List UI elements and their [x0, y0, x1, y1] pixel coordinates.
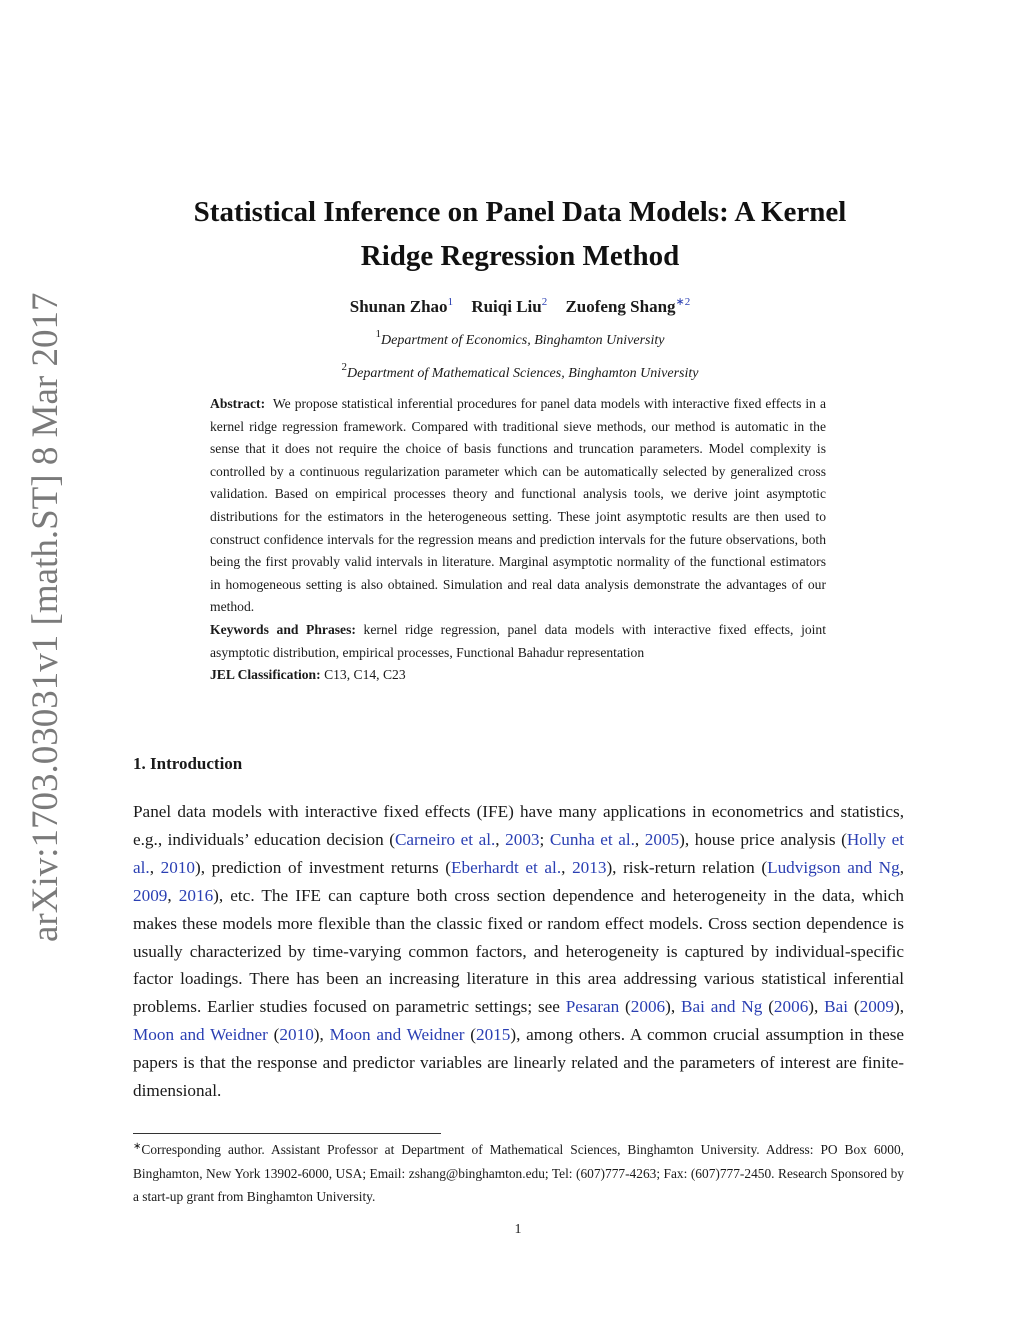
title-line-1: Statistical Inference on Panel Data Models: A Kernel — [193, 196, 847, 228]
author-name: Ruiqi Liu — [471, 297, 542, 316]
page-number: 1 — [514, 1222, 522, 1237]
body-text: ( — [619, 997, 631, 1017]
body-text: ), etc. The IFE can capture both cross section dependence and heterogeneity in the data, which makes these models more flexible than the classic fixed or random effect models. Cross section dependence is usually characterized by time-varying common factors, and heterogeneity is captured by individual-specific factor loadings. There has been an increasing literature in this area addressing various statistical inferential problems. Earlier studies focused on parametric settings; see — [133, 885, 904, 1017]
citation-link[interactable]: Moon and Weidner — [133, 1025, 268, 1045]
citation-link[interactable]: 2015 — [475, 1025, 511, 1045]
affiliation-number: 2 — [341, 361, 347, 373]
author-shang — [565, 297, 690, 316]
body-text: ; — [539, 829, 550, 849]
author-liu — [471, 297, 547, 316]
body-text: ), house price analysis ( — [679, 829, 847, 849]
body-text: ( — [464, 1025, 476, 1045]
body-text: ( — [848, 997, 860, 1017]
footnote-paragraph — [133, 1138, 904, 1209]
body-text: ( — [267, 1025, 280, 1045]
citation-link[interactable]: Moon and Weidner — [329, 1025, 465, 1045]
citation-link[interactable]: 2009 — [859, 997, 894, 1017]
jel-codes: C13, C14, C23 — [324, 667, 406, 683]
body-text: , — [899, 857, 904, 877]
citation-link[interactable]: 2006 — [773, 997, 809, 1017]
body-text: Panel data models with interactive fixed effects (IFE) have many applications in econometrics and statistics, e.g., individuals’ education decision ( — [133, 802, 904, 849]
citation-link[interactable]: 2013 — [572, 857, 607, 877]
jel-paragraph — [210, 664, 826, 687]
affiliation-2 — [120, 361, 920, 384]
citation-link[interactable]: Bai and Ng — [681, 997, 763, 1017]
abstract-paragraph — [210, 393, 826, 619]
affiliation-number: 1 — [375, 328, 382, 340]
body-text: ), — [893, 997, 904, 1017]
arxiv-identifier-stamp: arXiv:1703.03031v1 [math.ST] 8 Mar 2017 — [25, 292, 66, 942]
author-list — [120, 295, 920, 319]
introduction-body — [133, 798, 904, 1105]
citation-link[interactable]: 2010 — [160, 857, 195, 877]
abstract-label: Abstract: — [210, 396, 266, 411]
body-text: , — [167, 885, 179, 905]
body-text: ), among others. A common crucial assumption in these papers is that the response and predictor variables are linearly related and the parameters of interest are finite-dimensional. — [133, 1025, 905, 1101]
affiliation-1 — [120, 328, 920, 351]
abstract-block — [210, 393, 826, 687]
citation-link[interactable]: Ludvigson and Ng — [767, 857, 900, 877]
jel-label: JEL Classification: — [210, 667, 321, 683]
citation-link[interactable]: Pesaran — [565, 997, 620, 1017]
keywords-label: Keywords and Phrases: — [210, 621, 356, 637]
citation-link[interactable]: 2006 — [630, 997, 666, 1017]
citation-link[interactable]: 2010 — [279, 1025, 314, 1045]
footnote-text: Corresponding author. Assistant Professor at Department of Mathematical Sciences, Binghamton University. Address: PO Box 6000, Binghamton, New York 13902-6000, USA; Email: zshang@binghamton.edu; Tel: (607)777-4263; Fax: (607)777-2450. Research Sponsored by a start-up grant from Binghamton University. — [133, 1142, 904, 1204]
affiliation-mark[interactable]: 1 — [447, 296, 454, 308]
citation-link[interactable]: Holly et al. — [133, 829, 904, 877]
author-name: Zuofeng Shang — [565, 297, 676, 316]
citation-link[interactable]: 2009 — [133, 885, 168, 905]
affiliation-text: Department of Economics, Binghamton University — [381, 333, 665, 348]
citation-link[interactable]: Carneiro et al. — [394, 829, 496, 849]
paper-title — [120, 190, 920, 278]
citation-link[interactable]: 2003 — [505, 829, 540, 849]
footnote-divider — [133, 1133, 441, 1134]
body-text: ), — [313, 1025, 330, 1045]
citation-link[interactable]: 2016 — [178, 885, 214, 905]
body-text: , — [634, 829, 645, 849]
body-text: , — [495, 829, 506, 849]
affiliation-text: Department of Mathematical Sciences, Binghamton University — [347, 366, 699, 381]
citation-link[interactable]: Bai — [824, 997, 849, 1017]
keywords-text: kernel ridge regression, panel data models with interactive fixed effects, joint asymptotic distribution, empirical processes, Functional Bahadur representation — [210, 621, 826, 660]
body-text: ( — [762, 997, 774, 1017]
citation-link[interactable]: Cunha et al. — [549, 829, 635, 849]
body-text: ), — [665, 997, 681, 1017]
section-heading-introduction: 1. Introduction — [133, 754, 243, 773]
footnote-mark: ∗ — [133, 1141, 142, 1152]
footnote — [133, 1138, 904, 1209]
citation-link[interactable]: 2005 — [644, 829, 680, 849]
introduction-paragraph — [133, 798, 904, 1105]
title-line-2: Ridge Regression Method — [360, 240, 680, 272]
body-text: , — [561, 857, 573, 877]
abstract-text: We propose statistical inferential procedures for panel data models with interactive fixed effects in a kernel ridge regression framework. Compared with traditional sieve methods, our method is automatic in the sense that it does not require the choice of basis functions and truncation parameters. Model complexity is controlled by a continuous regularization parameter which can be automatically selected by generalized cross validation. Based on empirical processes theory and functional analysis tools, we derive joint asymptotic distributions for the estimators in the heterogeneous setting. These joint asymptotic results are then used to construct confidence intervals for the regression means and prediction intervals for the future observations, both being the first provably valid intervals in literature. Marginal asymptotic normality of the functional estimators in homogeneous setting is also obtained. Simulation and real data analysis demonstrate the advantages of our method. — [210, 396, 826, 615]
author-name: Shunan Zhao — [349, 297, 448, 316]
affiliation-mark[interactable]: 2 — [541, 296, 548, 308]
author-zhao — [350, 297, 453, 316]
affiliation-mark[interactable]: ∗2 — [675, 296, 691, 308]
citation-link[interactable]: Eberhardt et al. — [451, 857, 562, 877]
body-text: ), — [808, 997, 825, 1017]
body-text: , — [149, 857, 161, 877]
keywords-paragraph — [210, 619, 826, 664]
body-text: ), risk-return relation ( — [606, 857, 768, 877]
body-text: ), prediction of investment returns ( — [195, 857, 452, 877]
